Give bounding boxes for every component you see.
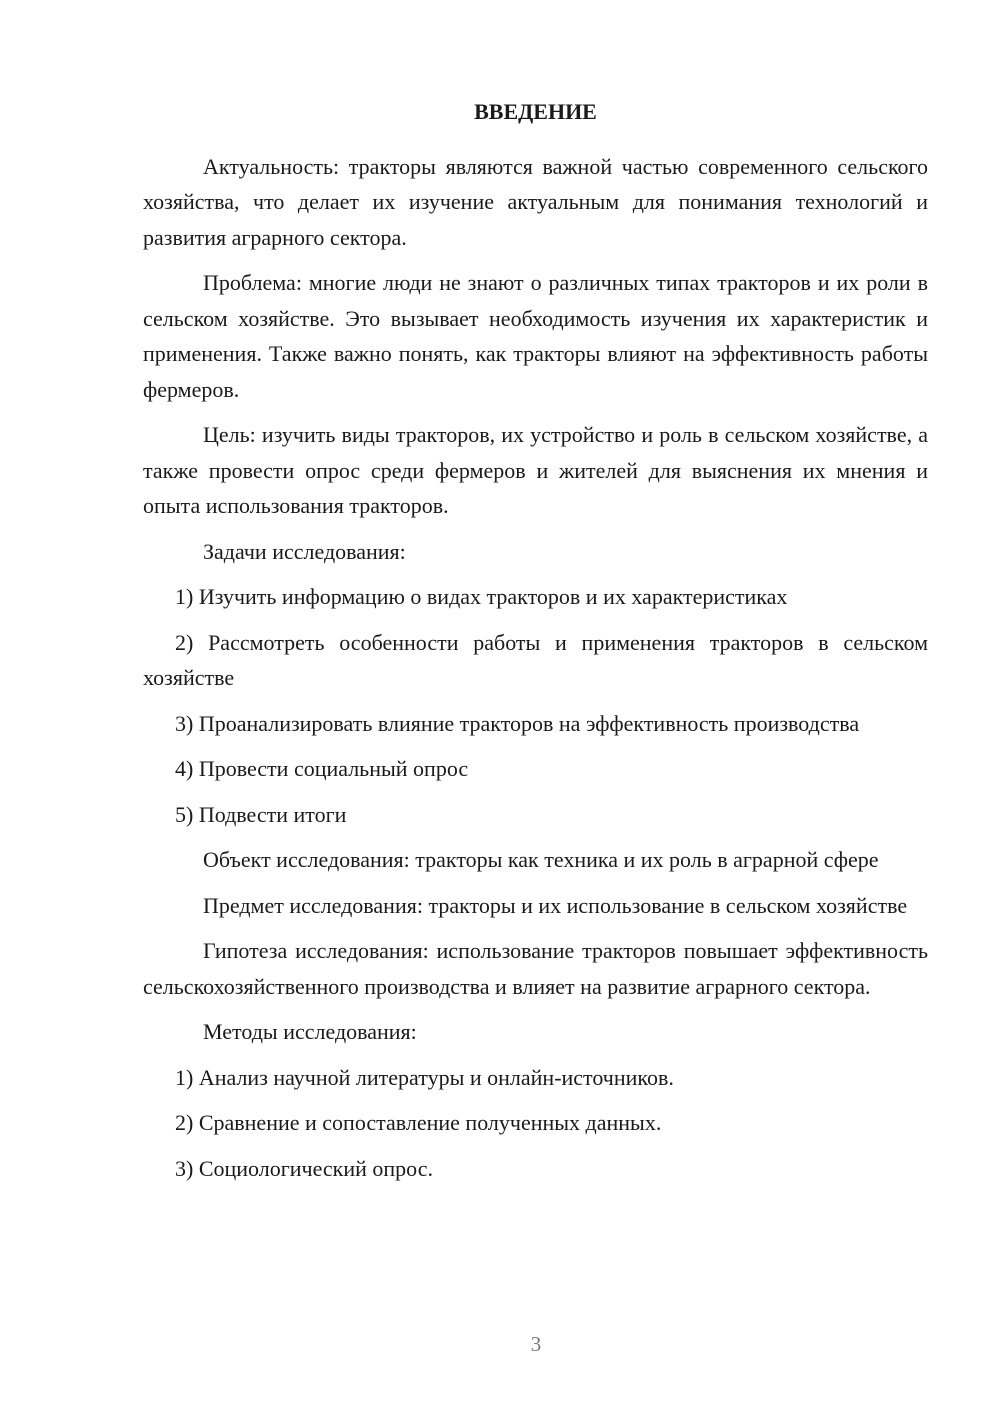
page-content	[143, 94, 928, 1196]
task-item: 3) Проанализировать влияние тракторов на эффективность производства	[175, 710, 860, 736]
method-item: 3) Социологический опрос.	[175, 1155, 433, 1181]
task-item: 5) Подвести итоги	[175, 801, 347, 827]
task-item: 2) Рассмотреть особенности работы и применения тракторов в сельском хозяйстве	[143, 629, 928, 690]
task-item: 4) Провести социальный опрос	[175, 756, 469, 781]
task-item: 1) Изучить информацию о видах тракторов и их характеристиках	[175, 584, 788, 609]
goal-paragraph: Цель: изучить виды тракторов, их устройство и роль в сельском хозяйстве, а также провести опрос среди фермеров и жителей для выяснения их мнения и опыта использования тракторов.	[143, 422, 928, 518]
tasks-heading: Задачи исследования:	[203, 538, 406, 564]
method-item: 1) Анализ научной литературы и онлайн-источников.	[175, 1064, 674, 1090]
methods-heading: Методы исследования:	[203, 1019, 417, 1044]
relevance-paragraph: Актуальность: тракторы являются важной частью современного сельского хозяйства, что делает их изучение актуальным для понимания технологий и развития аграрного сектора.	[143, 153, 928, 250]
section-title: ВВЕДЕНИЕ	[474, 99, 597, 124]
subject-paragraph: Предмет исследования: тракторы и их использование в сельском хозяйстве	[203, 892, 908, 918]
object-paragraph: Объект исследования: тракторы как техника и их роль в аграрной сфере	[203, 847, 879, 872]
hypothesis-paragraph: Гипотеза исследования: использование тракторов повышает эффективность сельскохозяйственного производства и влияет на развитие аграрного сектора.	[143, 938, 928, 999]
page-number: 3	[530, 1332, 542, 1356]
method-item: 2) Сравнение и сопоставление полученных данных.	[175, 1110, 662, 1135]
problem-paragraph: Проблема: многие люди не знают о различных типах тракторов и их роли в сельском хозяйстве. Это вызывает необходимость изучения их характеристик и применения. Также важно понять, как тракторы влияют на эффективность работы фермеров.	[143, 270, 928, 402]
